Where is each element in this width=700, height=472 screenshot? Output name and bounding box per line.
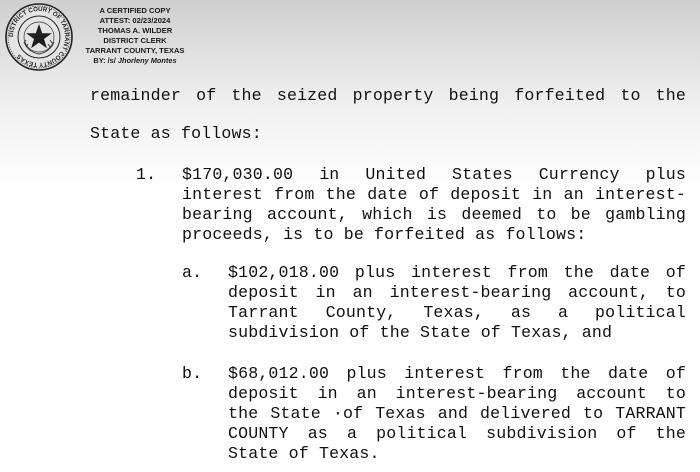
stamp-line: DISTRICT CLERK [103,36,167,45]
list-marker: 1. [136,165,157,184]
list-marker: b. [182,364,203,383]
stamp-by-prefix: BY: /s/ [93,56,116,65]
list-item-line: interest from the date of deposit in an interest- [182,185,686,204]
list-item-line: State of Texas. [228,444,380,463]
stamp-signature-line [76,56,194,66]
certified-copy-stamp [76,6,194,66]
stamp-by-name: Jhorleny Montes [117,56,177,65]
stamp-line: TARRANT COUNTY, TEXAS [85,46,185,55]
list-marker: a. [182,263,203,282]
stamp-line: A CERTIFIED COPY [99,6,171,15]
svg-text:DISTRICT COURT OF TARRANT COUN: DISTRICT COURT OF TARRANT COUNTY TEXAS [7,5,71,69]
intro-line: State as follows: [90,124,262,143]
stamp-line: ATTEST: 02/23/2024 [99,16,171,25]
list-item-line: the State ·of Texas and delivered to TARRANT [228,404,686,423]
list-item-line: proceeds, is to be forfeited as follows: [182,225,587,244]
list-item-line: $68,012.00 plus interest from the date of [228,364,686,383]
list-item-line: deposit in an interest-bearing account, to [228,283,686,302]
list-item-line: COUNTY as a political subdivision of the [228,424,686,443]
stamp-line: THOMAS A. WILDER [97,26,173,35]
list-item-line: deposit in an interest-bearing account to [228,384,686,403]
list-item-line: $170,030.00 in United States Currency plus [182,165,686,184]
list-item-line: Tarrant County, Texas, as a political [228,303,686,322]
list-item-line: $102,018.00 plus interest from the date of [228,263,686,282]
list-item-line: bearing account, which is deemed to be gambling [182,205,686,224]
county-seal-icon [4,2,74,72]
intro-line: remainder of the seized property being forfeited to the [90,86,686,105]
list-item-line: subdivision of the State of Texas, and [228,323,613,342]
